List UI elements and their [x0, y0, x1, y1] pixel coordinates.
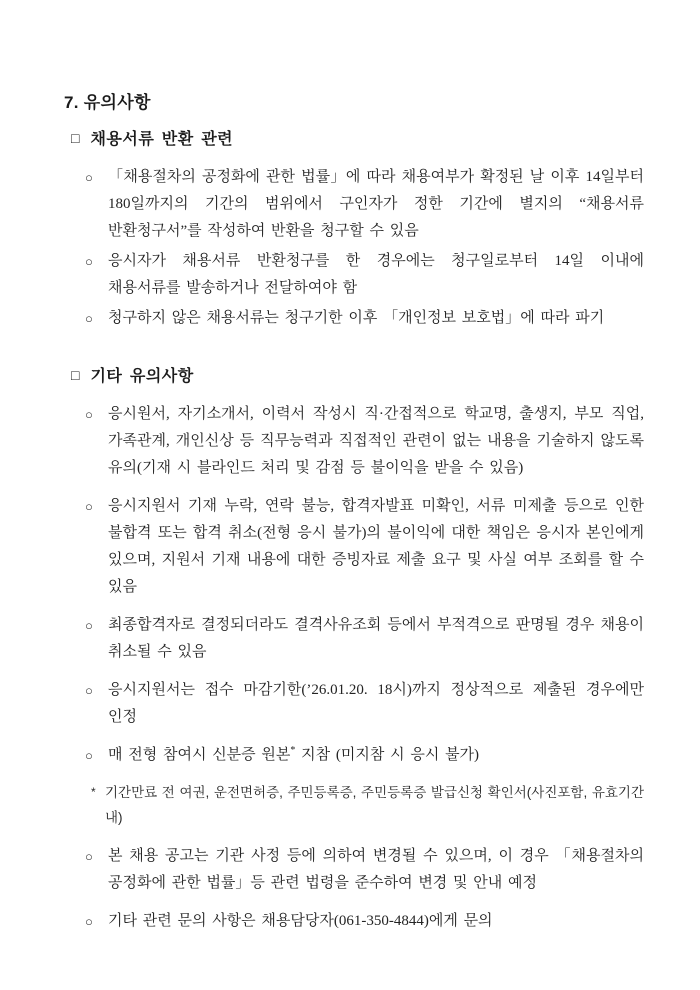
- item-text: [108, 742, 644, 769]
- square-bullet-icon: □: [71, 369, 80, 384]
- item-text: 응시지원서 기재 누락, 연락 불능, 합격자발표 미확인, 서류 미제출 등으로 인한 불합격 또는 합격 취소(전형 응시 불가)의 불이익에 대한 책임은 응시자 본인에게 있으며, 지원서 기재 내용에 대한 증빙자료 제출 요구 및 사실 여부 조회를 할 수 있음: [108, 498, 644, 595]
- item-text-after: 지참 (미지참 시 응시 불가): [295, 747, 480, 763]
- section-title: 채용서류 반환 관련: [90, 131, 234, 148]
- list-item: [85, 677, 644, 731]
- item-text: 청구하지 않은 채용서류는 청구기한 이후 「개인정보 보호법」에 따라 파기: [108, 310, 605, 326]
- item-text: 기타 관련 문의 사항은 채용담당자(061-350-4844)에게 문의: [108, 913, 493, 929]
- item-text-before: 매 전형 참여시 신분증 원본: [108, 747, 291, 763]
- section-title: 기타 유의사항: [90, 368, 194, 385]
- list-item: [85, 612, 644, 666]
- circle-bullet-icon: ○: [85, 311, 93, 326]
- item-text: 응시원서, 자기소개서, 이력서 작성시 직·간접적으로 학교명, 출생지, 부모 직업, 가족관계, 개인신상 등 직무능력과 직접적인 관련이 없는 내용을 기술하지 않도록 유의(기재 시 블라인드 처리 및 감점 등 불이익을 받을 수 있음): [108, 406, 644, 476]
- item-text: 최종합격자로 결정되더라도 결격사유조회 등에서 부적격으로 판명될 경우 채용이 취소될 수 있음: [108, 617, 644, 660]
- item-text: 응시자가 채용서류 반환청구를 한 경우에는 청구일로부터 14일 이내에 채용서류를 발송하거나 전달하여야 함: [108, 253, 644, 296]
- circle-bullet-icon: ○: [85, 170, 93, 185]
- list-item: [85, 493, 644, 601]
- list-item: [85, 248, 644, 302]
- circle-bullet-icon: ○: [85, 748, 93, 763]
- list-item: [85, 843, 644, 897]
- circle-bullet-icon: ○: [85, 254, 93, 269]
- circle-bullet-icon: ○: [85, 914, 93, 929]
- circle-bullet-icon: ○: [85, 499, 93, 514]
- item-text: 「채용절차의 공정화에 관한 법률」에 따라 채용여부가 확정된 날 이후 14일부터 180일까지의 기간의 범위에서 구인자가 정한 기간에 별지의 “채용서류 반환청구서”를 작성하여 반환을 청구할 수 있음: [108, 169, 644, 239]
- section-other-notes: [64, 363, 644, 935]
- asterisk-superscript: *: [290, 745, 296, 756]
- circle-bullet-icon: ○: [85, 618, 93, 633]
- asterisk-marker-icon: *: [91, 785, 96, 799]
- square-bullet-icon: □: [71, 132, 80, 147]
- section-document-return: [64, 126, 644, 332]
- section-heading-other-notes: [71, 363, 644, 386]
- list-item-contact: [85, 908, 644, 935]
- section-heading-document-return: [71, 126, 644, 149]
- list-item-id-card: [85, 742, 644, 769]
- page-title: 7. 유의사항: [64, 93, 151, 112]
- list-item: [85, 164, 644, 245]
- item-text: 본 채용 공고는 기관 사정 등에 의하여 변경될 수 있으며, 이 경우 「채용절차의 공정화에 관한 법률」등 관련 법령을 준수하여 변경 및 안내 예정: [108, 848, 644, 891]
- footnote: [91, 780, 644, 830]
- circle-bullet-icon: ○: [85, 407, 93, 422]
- footnote-text: 기간만료 전 여권, 운전면허증, 주민등록증, 주민등록증 발급신청 확인서(사진포함, 유효기간 내): [105, 785, 644, 825]
- circle-bullet-icon: ○: [85, 849, 93, 864]
- list-item: [85, 401, 644, 482]
- circle-bullet-icon: ○: [85, 683, 93, 698]
- list-item: [85, 305, 644, 332]
- item-text: 응시지원서는 접수 마감기한(’26.01.20. 18시)까지 정상적으로 제출된 경우에만 인정: [108, 682, 644, 725]
